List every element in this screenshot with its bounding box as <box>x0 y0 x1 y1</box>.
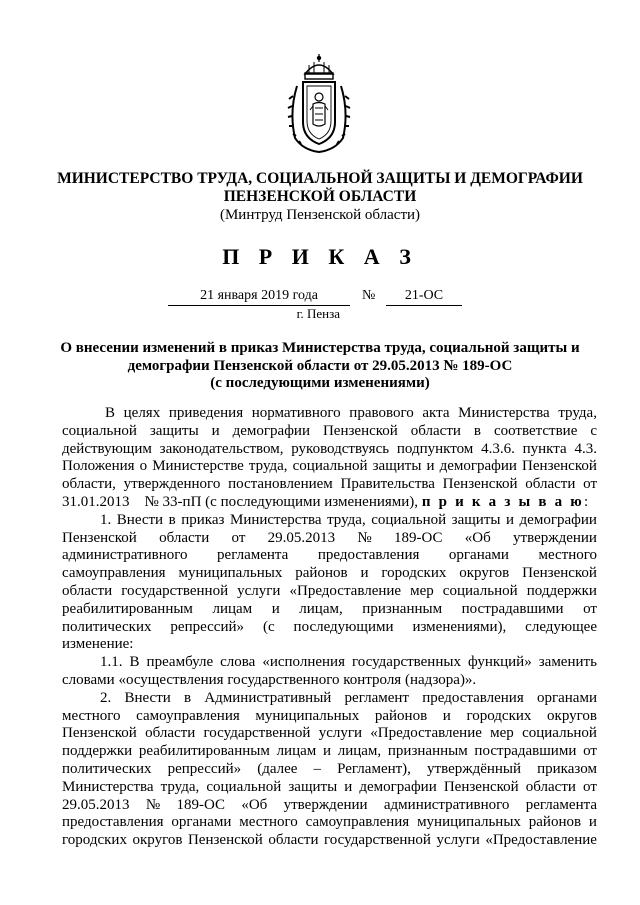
body-text: 31.01.2013 № 33-пП (с последующими изменениями), <box>62 493 422 510</box>
body-line: изменение: <box>62 636 134 653</box>
body-line: Пензенской области государственной услуги «Предоставление мер социальной <box>62 725 597 742</box>
body-line: административного регламента предоставления органами местного <box>62 547 597 564</box>
document-title: П Р И К А З <box>222 244 418 269</box>
body-line: реабилитированным лицам и лицам, признанным пострадавшими от <box>62 600 597 617</box>
subject-line: демографии Пензенской области от 29.05.2013 № 189-ОС <box>127 357 513 374</box>
body-line: Положения о Министерстве труда, социальной защиты и демографии Пензенской <box>62 458 597 475</box>
body-line: поддержки реабилитированным лицам и лицам, признанным пострадавшими от <box>62 743 597 760</box>
body-line: Пензенской области от 29.05.2013 № 189-ОС «Об утверждении <box>62 529 597 546</box>
body-line: В целях приведения нормативного правового акта Министерства труда, <box>105 405 597 421</box>
body-line: политических репрессий» (далее – Регламент), утверждённый приказом <box>62 760 597 777</box>
body-line: действующим законодательством, руководствуясь подпунктом 4.3.6. пункта 4.3. <box>62 440 597 457</box>
body-line: самоуправления муниципальных районов и городских округов Пензенской <box>62 565 597 582</box>
body-line: словами «осуществления государственного контроля (надзора)». <box>62 671 477 688</box>
ministry-name-line1: МИНИСТЕРСТВО ТРУДА, СОЦИАЛЬНОЙ ЗАЩИТЫ И ДЕМОГРАФИИ <box>57 170 583 187</box>
body-line: области, утвержденного постановлением Правительства Пензенской области от <box>62 476 597 493</box>
coat-of-arms-icon <box>287 52 351 156</box>
order-number-label: № <box>362 288 376 303</box>
order-number: 21-ОС <box>386 287 462 306</box>
body-line: 29.05.2013 № 189-ОС «Об утверждении административного регламента <box>62 796 597 813</box>
body-line: Министерства труда, социальной защиты и демографии Пензенской области от <box>62 778 597 795</box>
body-line: городских округов Пензенской области государственной услуги «Предоставление <box>62 832 597 849</box>
ministry-short-name: (Минтруд Пензенской области) <box>219 207 421 223</box>
body-line <box>62 494 597 512</box>
body-line: области государственной услуги «Предоставление мер социальной поддержки <box>62 582 597 599</box>
subject-line: (с последующими изменениями) <box>210 375 430 391</box>
body-line: 1.1. В преамбуле слова «исполнения государственных функций» заменить <box>100 654 597 671</box>
body-text: : <box>583 493 589 510</box>
body-line: 2. Внести в Административный регламент предоставления органами <box>100 689 597 706</box>
body-line: местного самоуправления муниципальных районов и городских округов <box>62 707 597 724</box>
subject-line: О внесении изменений в приказ Министерства труда, социальной защиты и <box>60 340 580 356</box>
body-line: политических репрессий» (с последующими изменениями), следующее <box>62 618 597 635</box>
order-subject <box>50 340 590 393</box>
document-body <box>62 405 597 850</box>
order-date: 21 января 2019 года <box>168 287 350 306</box>
body-line: предоставления органами местного самоуправления муниципальных районов и <box>62 814 597 831</box>
body-line: 1. Внести в приказ Министерства труда, социальной защиты и демографии <box>100 511 597 528</box>
ministry-name-line2: ПЕНЗЕНСКОЙ ОБЛАСТИ <box>223 188 417 205</box>
body-line: социальной защиты и демографии Пензенской области в соответствие с <box>62 422 597 439</box>
order-keyword: п р и к а з ы в а ю <box>421 493 584 510</box>
order-city: г. Пенза <box>296 306 340 321</box>
